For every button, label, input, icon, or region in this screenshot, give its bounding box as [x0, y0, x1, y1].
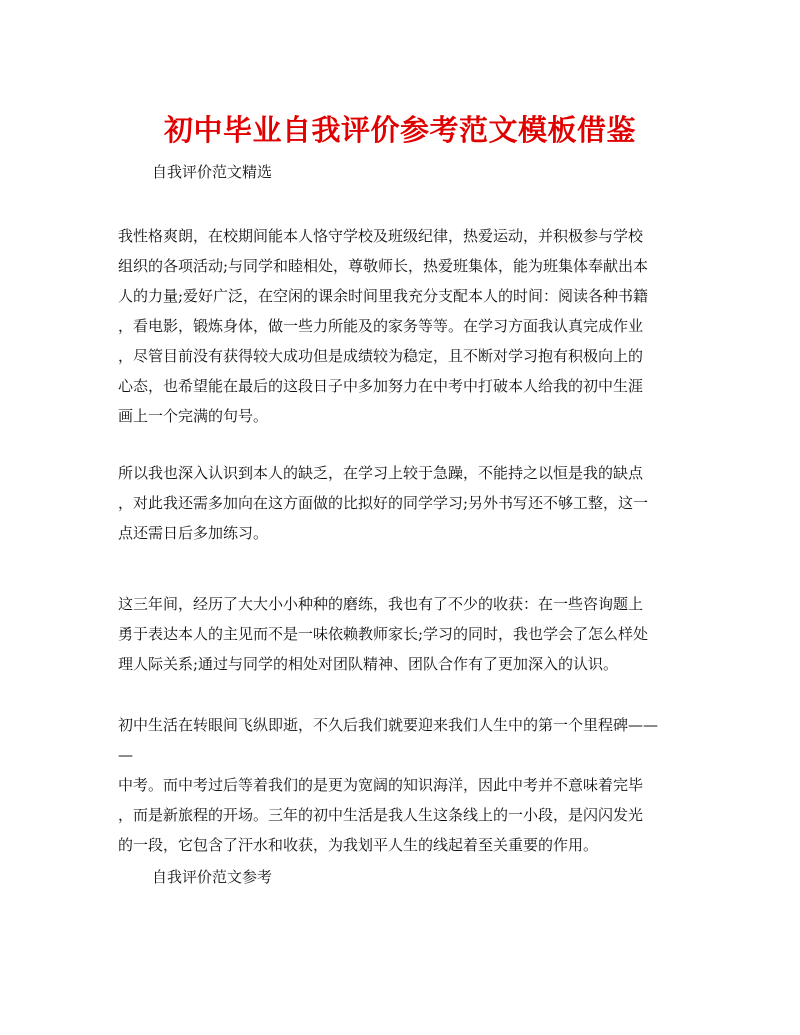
paragraph-line: 心态，也希望能在最后的这段日子中多加努力在中考中打破本人给我的初中生涯 — [118, 377, 644, 395]
paragraph-line: — — [118, 746, 133, 764]
paragraph-line: 所以我也深入认识到本人的缺乏，在学习上较于急躁，不能持之以恒是我的缺点 — [118, 464, 644, 482]
paragraph-line: 勇于表达本人的主见而不是一味依赖教师家长;学习的同时，我也学会了怎么样处 — [118, 625, 649, 643]
paragraph-line: 画上一个完满的句号。 — [118, 407, 269, 425]
paragraph-line: ，对此我还需多加向在这方面做的比拟好的同学学习;另外书写还不够工整，这一 — [118, 494, 649, 512]
document-title: 初中毕业自我评价参考范文模板借鉴 — [163, 113, 636, 147]
paragraph-personality — [118, 221, 688, 431]
paragraph-line: ，看电影，锻炼身体，做一些力所能及的家务等等。在学习方面我认真完成作业 — [118, 317, 644, 335]
paragraph-line: ，尽管目前没有获得较大成功但是成绩较为稳定，且不断对学习抱有积极向上的 — [118, 347, 644, 365]
paragraph-gains — [118, 589, 688, 679]
paragraph-line: 的一段，它包含了汗水和收获，为我划平人生的线起着至关重要的作用。 — [118, 836, 599, 854]
paragraph-line: 理人际关系;通过与同学的相处对团队精神、团队合作有了更加深入的认识。 — [118, 655, 619, 673]
paragraph-line: 这三年间，经历了大大小小种种的磨练，我也有了不少的收获：在一些咨询题上 — [118, 595, 644, 613]
paragraph-line: 组织的各项活动;与同学和睦相处，尊敬师长，热爱班集体，能为班集体奉献出本 — [118, 257, 649, 275]
paragraph-line: 初中生活在转眼间飞纵即逝，不久后我们就要迎来我们人生中的第一个里程碑—— — [118, 716, 659, 734]
paragraph-line: 点还需日后多加练习。 — [118, 524, 269, 542]
paragraph-shortcomings — [118, 458, 688, 548]
paragraph-milestone — [118, 710, 688, 860]
subheading-reference-samples: 自我评价范文参考 — [152, 868, 273, 886]
paragraph-line: 人的力量;爱好广泛，在空闲的课余时间里我充分支配本人的时间：阅读各种书籍 — [118, 287, 649, 305]
paragraph-line: ，而是新旅程的开场。三年的初中生活是我人生这条线上的一小段，是闪闪发光 — [118, 806, 644, 824]
paragraph-line: 中考。而中考过后等着我们的是更为宽阔的知识海洋，因此中考并不意味着完毕 — [118, 776, 644, 794]
subheading-selected-samples: 自我评价范文精选 — [152, 163, 273, 181]
paragraph-line: 我性格爽朗，在校期间能本人恪守学校及班级纪律，热爱运动，并积极参与学校 — [118, 227, 644, 245]
